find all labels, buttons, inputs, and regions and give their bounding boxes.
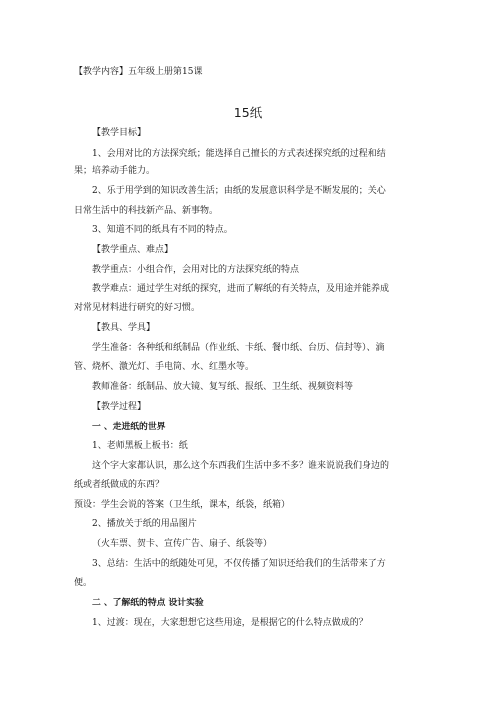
paragraph-line: 教学难点：通过学生对纸的探究，进而了解纸的有关特点，及用途并能养成 bbox=[92, 284, 390, 294]
paragraph-line: 3、知道不同的纸具有不同的特点。 bbox=[92, 225, 233, 235]
paragraph-line: （火车票、贺卡、宣传广告、扇子、纸袋等） bbox=[92, 539, 273, 549]
paragraph-line: 这个字大家都认识，那么这个东西我们生活中多不多？谁来说说我们身边的 bbox=[92, 461, 390, 471]
section-heading-goals: 【教学目标】 bbox=[92, 128, 147, 138]
paragraph-line: 教师准备：纸制品、放大镜、复写纸、报纸、卫生纸、视频资料等 bbox=[92, 382, 354, 392]
lesson-content-header: 【教学内容】五年级上册第15课 bbox=[74, 67, 203, 77]
section-heading-materials: 【教具、学具】 bbox=[92, 323, 156, 333]
section-heading-process: 【教学过程】 bbox=[92, 402, 147, 412]
paragraph-line: 3、总结：生活中的纸随处可见，不仅传播了知识还给我们的生活带来了方 bbox=[92, 559, 386, 569]
paragraph-line: 1、会用对比的方法探究纸；能选择自己擅长的方式表述探究纸的过程和结 bbox=[92, 149, 386, 159]
paragraph-line: 纸或者纸做成的东西？ bbox=[74, 480, 165, 490]
paragraph-line: 果；培养动手能力。 bbox=[74, 166, 156, 176]
page-title: 15纸 bbox=[233, 105, 263, 120]
paragraph-line: 1、过渡：现在，大家想想它这些用途，是根据它的什么特点做成的？ bbox=[92, 618, 368, 628]
paragraph-line: 预设：学生会说的答案（卫生纸，课本，纸袋，纸箱） bbox=[74, 500, 291, 510]
paragraph-line: 学生准备：各种纸和纸制品（作业纸、卡纸、餐巾纸、台历、信封等）、滴 bbox=[92, 343, 385, 353]
subsection-heading-2: 二 、了解纸的特点 设计实验 bbox=[92, 598, 204, 608]
paragraph-line: 日常生活中的科技新产品、新事物。 bbox=[74, 206, 219, 216]
paragraph-line: 便。 bbox=[74, 578, 93, 588]
paragraph-line: 2、乐于用学到的知识改善生活；由纸的发展意识科学是不断发展的；关心 bbox=[92, 186, 386, 196]
paragraph-line: 管、烧杯、激光灯、手电筒、水、红墨水等。 bbox=[74, 362, 255, 372]
paragraph-line: 对常见材料进行研究的好习惯。 bbox=[74, 303, 201, 313]
paragraph-line: 教学重点：小组合作，会用对比的方法探究纸的特点 bbox=[92, 265, 300, 275]
section-heading-key-points: 【教学重点、难点】 bbox=[92, 245, 174, 255]
subsection-heading-1: 一 、走进纸的世界 bbox=[92, 422, 166, 432]
paragraph-line: 1、老师黑板上板书：纸 bbox=[92, 441, 188, 451]
paragraph-line: 2、播放关于纸的用品图片 bbox=[92, 519, 197, 529]
